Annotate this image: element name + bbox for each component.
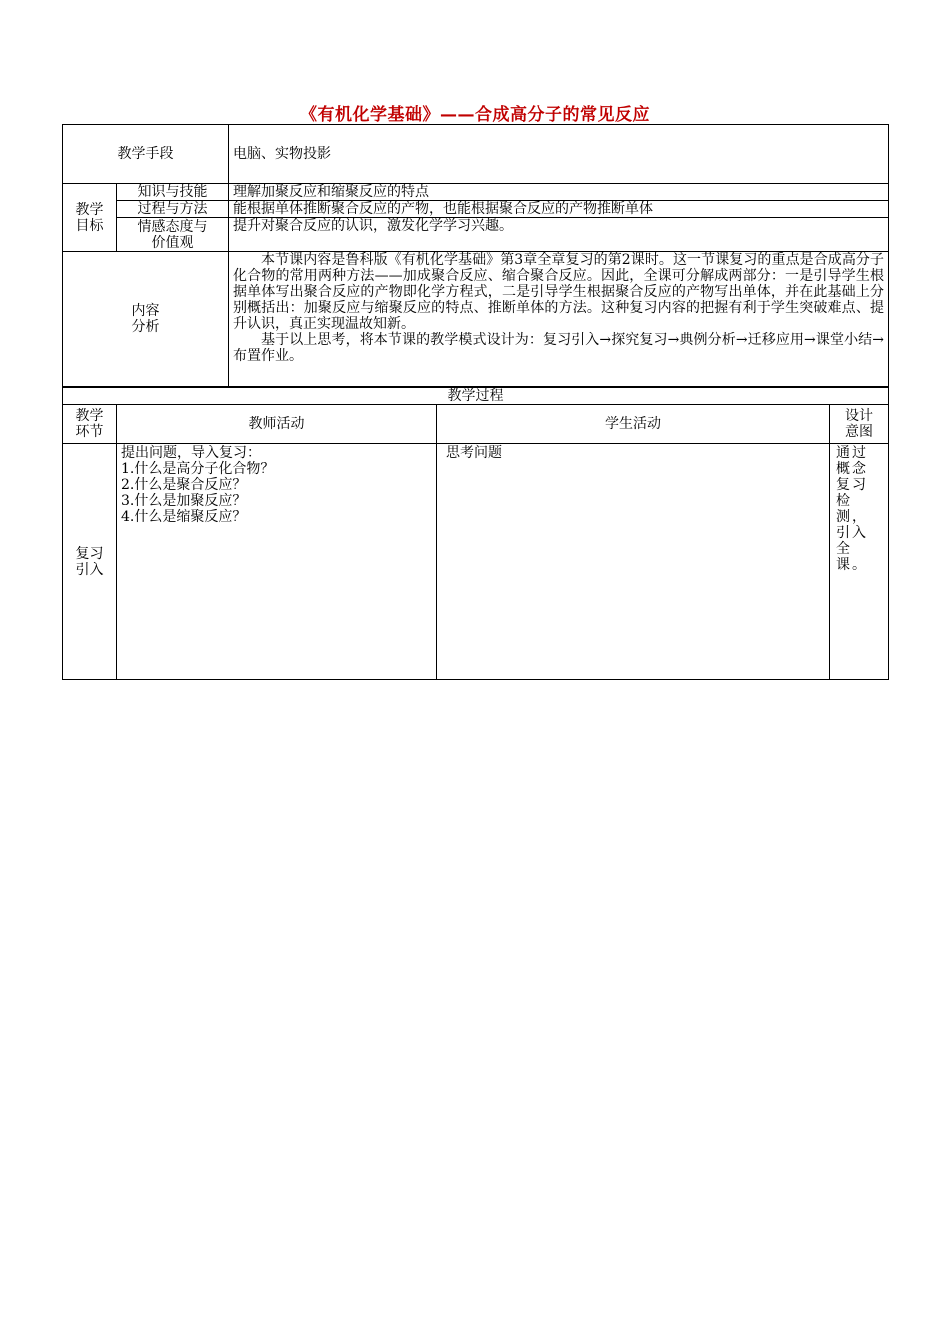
content-analysis-row	[63, 252, 889, 387]
teacher-activity-line: 1.什么是高分子化合物？	[121, 461, 275, 477]
objective-row	[63, 201, 889, 218]
objective-label: 知识与技能	[117, 184, 229, 201]
teaching-means-value: 电脑、实物投影	[229, 125, 889, 184]
teacher-header: 教师活动	[117, 405, 437, 444]
teacher-activity-line: 2.什么是聚合反应？	[121, 477, 247, 493]
teaching-process-table	[62, 387, 889, 680]
content-paragraph: 本节课内容是鲁科版《有机化学基础》第3章全章复习的第2课时。这一节课复习的重点是合成高分子化合物的常用两种方法——加成聚合反应、缩合聚合反应。因此，全课可分解成两部分：一是引导学生根据单体写出聚合反应的产物即化学方程式，二是引导学生根据聚合反应的产物写出单体，并在此基础上分别概括出：加聚反应与缩聚反应的特点、推断单体的方法。这种复习内容的把握有利于学生突破难点、提升认识，真正实现温故知新。	[233, 252, 884, 332]
process-heading: 教学过程	[63, 388, 889, 405]
lesson-info-table	[62, 124, 889, 387]
objective-label: 情感态度与 价值观	[117, 218, 229, 252]
stage-header: 教学 环节	[63, 405, 117, 444]
objective-row	[63, 184, 889, 201]
teaching-means-row	[63, 125, 889, 184]
content-analysis-text	[229, 252, 889, 387]
intent-header: 设计 意图	[830, 405, 889, 444]
teacher-activity-cell	[117, 444, 437, 680]
objectives-label: 教学 目标	[63, 184, 117, 252]
process-row	[63, 444, 889, 680]
objective-value: 理解加聚反应和缩聚反应的特点	[229, 184, 889, 201]
teacher-activity-line: 4.什么是缩聚反应？	[121, 509, 247, 525]
teacher-activity-line: 3.什么是加聚反应？	[121, 493, 247, 509]
stage-cell: 复习 引入	[63, 444, 117, 680]
objective-label: 过程与方法	[117, 201, 229, 218]
student-activity-cell: 思考问题	[437, 444, 830, 680]
teaching-means-label: 教学手段	[63, 125, 229, 184]
objective-value: 提升对聚合反应的认识，激发化学学习兴趣。	[229, 218, 889, 252]
student-header: 学生活动	[437, 405, 830, 444]
teacher-activity-line: 提出问题，导入复习：	[121, 445, 261, 461]
content-analysis-label: 内容 分析	[63, 252, 229, 387]
process-header-row	[63, 405, 889, 444]
design-intent-cell: 通过概念复习检测，引入全课。	[830, 444, 889, 680]
document-title: 《有机化学基础》——合成高分子的常见反应	[300, 105, 650, 125]
content-paragraph: 基于以上思考，将本节课的教学模式设计为：复习引入→探究复习→典例分析→迁移应用→课堂小结→布置作业。	[233, 332, 884, 364]
objective-row	[63, 218, 889, 252]
objective-value: 能根据单体推断聚合反应的产物，也能根据聚合反应的产物推断单体	[229, 201, 889, 218]
